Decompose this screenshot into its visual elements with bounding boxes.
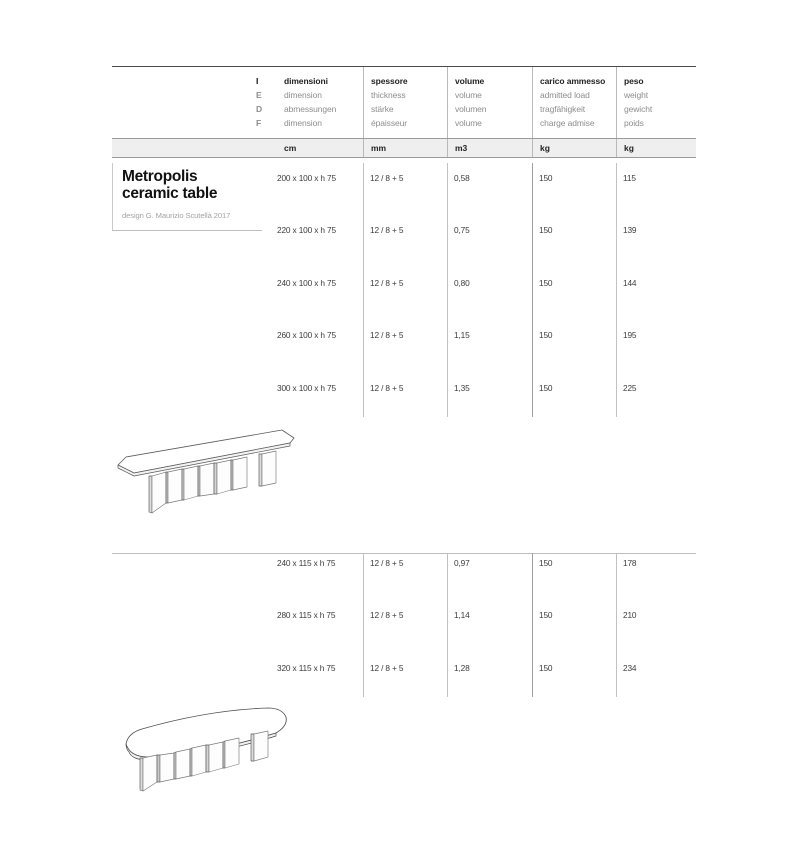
header-col-thickness (363, 67, 447, 138)
product-name-line1: Metropolis (122, 168, 198, 185)
lang-code-it: I (256, 76, 259, 86)
cell-dimensions: 300 x 100 x h 75 (277, 383, 336, 393)
header-label-it: carico ammesso (540, 76, 606, 86)
cell-dimensions: 280 x 115 x h 75 (277, 610, 336, 620)
cell-dimensions: 320 x 115 x h 75 (277, 663, 336, 673)
header-label-en: weight (624, 90, 648, 100)
unit-weight: kg (616, 139, 696, 157)
header-label-de: tragfähigkeit (540, 104, 586, 114)
cell-thickness: 12 / 8 + 5 (370, 173, 404, 183)
header-label-en: volume (455, 90, 482, 100)
cell-dimensions: 260 x 100 x h 75 (277, 330, 336, 340)
cell-weight: 178 (623, 558, 637, 568)
cell-volume: 1,14 (454, 610, 470, 620)
table-header (112, 67, 696, 138)
cell-weight: 225 (623, 383, 637, 393)
header-label-it: peso (624, 76, 644, 86)
cell-thickness: 12 / 8 + 5 (370, 558, 404, 568)
header-label-en: dimension (284, 90, 322, 100)
unit-volume: m3 (447, 139, 532, 157)
header-col-admitted-load (532, 67, 616, 138)
table-row (112, 223, 696, 237)
cell-weight: 144 (623, 278, 637, 288)
cell-volume: 0,58 (454, 173, 470, 183)
header-label-it: volume (455, 76, 485, 86)
column-divider (363, 553, 364, 697)
header-label-de: gewicht (624, 104, 653, 114)
header-col-weight (616, 67, 696, 138)
cell-thickness: 12 / 8 + 5 (370, 383, 404, 393)
cell-admitted-load: 150 (539, 558, 553, 568)
cell-admitted-load: 150 (539, 278, 553, 288)
header-col-dimensions (284, 67, 363, 138)
table-row (112, 556, 696, 570)
cell-weight: 210 (623, 610, 637, 620)
cell-admitted-load: 150 (539, 663, 553, 673)
header-label-de: abmessungen (284, 104, 337, 114)
cell-admitted-load: 150 (539, 173, 553, 183)
column-divider (532, 553, 533, 697)
cell-thickness: 12 / 8 + 5 (370, 278, 404, 288)
table-row (112, 328, 696, 342)
cell-volume: 0,80 (454, 278, 470, 288)
cell-admitted-load: 150 (539, 610, 553, 620)
cell-admitted-load: 150 (539, 225, 553, 235)
cell-thickness: 12 / 8 + 5 (370, 330, 404, 340)
header-label-fr: dimension (284, 118, 322, 128)
column-divider (447, 553, 448, 697)
units-row (112, 138, 696, 158)
cell-weight: 234 (623, 663, 637, 673)
lang-code-de: D (256, 104, 263, 114)
rectangular-table-drawing (104, 424, 304, 519)
table-row (112, 276, 696, 290)
header-label-de: stärke (371, 104, 394, 114)
cell-dimensions: 220 x 100 x h 75 (277, 225, 336, 235)
cell-weight: 115 (623, 173, 636, 183)
header-label-en: thickness (371, 90, 406, 100)
table-row (112, 381, 696, 395)
header-label-it: dimensioni (284, 76, 328, 86)
cell-volume: 1,35 (454, 383, 470, 393)
header-label-de: volumen (455, 104, 487, 114)
header-label-fr: charge admise (540, 118, 595, 128)
cell-thickness: 12 / 8 + 5 (370, 225, 404, 235)
header-label-fr: épaisseur (371, 118, 407, 128)
cell-volume: 1,28 (454, 663, 470, 673)
column-divider (532, 163, 533, 417)
header-label-it: spessore (371, 76, 408, 86)
unit-admitted-load: kg (532, 139, 616, 157)
table-row (112, 608, 696, 622)
barrel-table-drawing (108, 702, 298, 797)
cell-weight: 139 (623, 225, 637, 235)
column-divider (363, 163, 364, 417)
data-section-rectangular (112, 163, 696, 417)
unit-thickness: mm (363, 139, 447, 157)
cell-volume: 1,15 (454, 330, 470, 340)
cell-admitted-load: 150 (539, 383, 553, 393)
spec-sheet (112, 0, 696, 863)
table-row (112, 661, 696, 675)
header-col-volume (447, 67, 532, 138)
lang-code-fr: F (256, 118, 262, 128)
cell-admitted-load: 150 (539, 330, 553, 340)
section-divider-rule (112, 553, 696, 554)
cell-dimensions: 200 x 100 x h 75 (277, 173, 336, 183)
column-divider (616, 553, 617, 697)
designer-credit: design G. Maurizio Scutellà 2017 (122, 211, 231, 220)
cell-thickness: 12 / 8 + 5 (370, 663, 404, 673)
column-divider (616, 163, 617, 417)
cell-dimensions: 240 x 100 x h 75 (277, 278, 336, 288)
product-name-line2: ceramic table (122, 185, 218, 202)
header-label-fr: volume (455, 118, 482, 128)
cell-weight: 195 (623, 330, 637, 340)
cell-dimensions: 240 x 115 x h 75 (277, 558, 336, 568)
lang-code-en: E (256, 90, 262, 100)
header-label-en: admitted load (540, 90, 590, 100)
unit-dimensions: cm (284, 143, 297, 153)
cell-thickness: 12 / 8 + 5 (370, 610, 404, 620)
column-divider (447, 163, 448, 417)
header-label-fr: poids (624, 118, 644, 128)
cell-volume: 0,75 (454, 225, 470, 235)
data-section-barrel (112, 553, 696, 697)
table-row (112, 171, 696, 185)
cell-volume: 0,97 (454, 558, 470, 568)
